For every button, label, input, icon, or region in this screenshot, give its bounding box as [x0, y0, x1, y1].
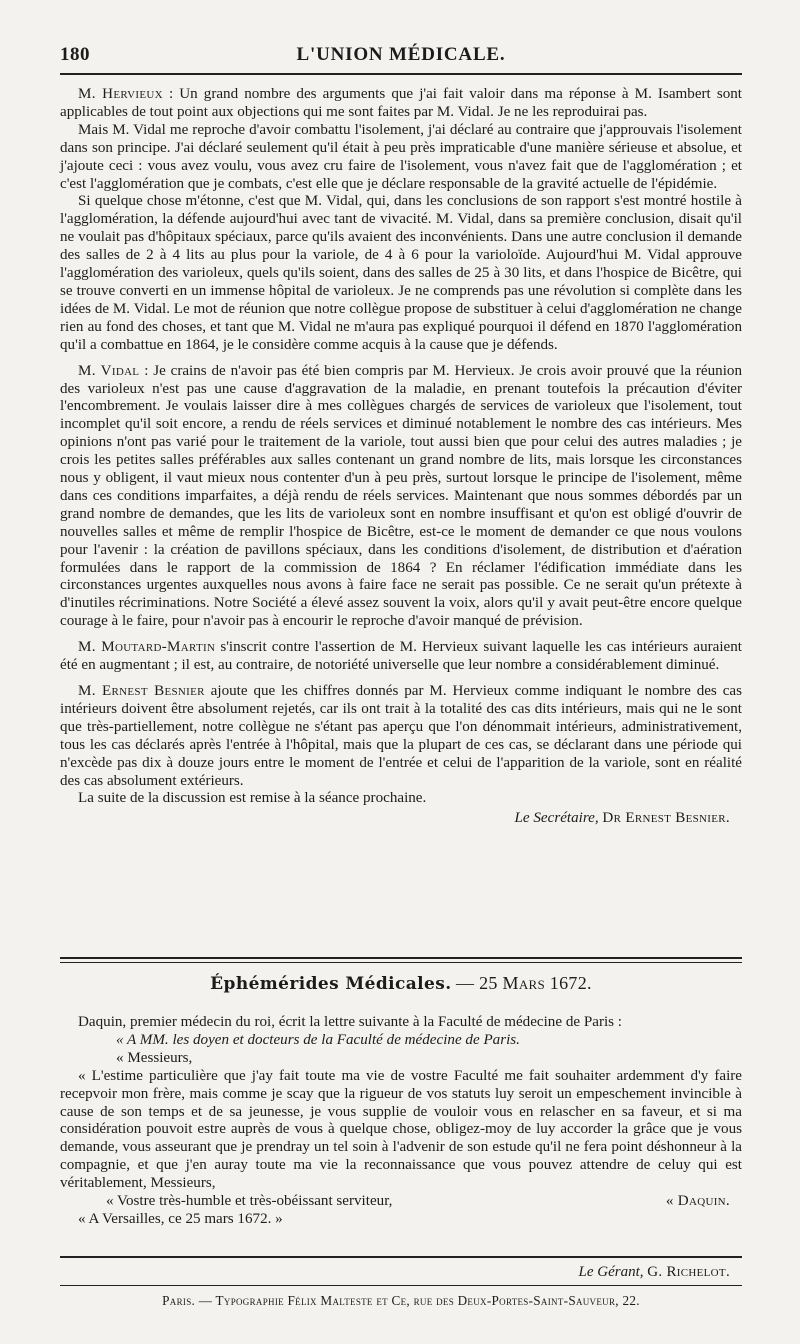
letter-body: « L'estime particulière que j'ay fait toute ma vie de vostre Faculté me fait souhaiter ardemment d'y faire recepvoir mon frère, mais comme je scay que la rigueur de vos statuts luy seroit un empeschement invincible à cause de son temps et de sa jeunesse, je vous supplie de vouloir vous en relascher en sa faveur, et si ma considération pouvoit estre auprès de vous à quelque chose, obligez-moy de luy accorder la grâce que je vous demande, vous asseurant que je prendray un tel soin à l'advenir de son estude qu'il ne fera point déshonneur à la compagnie, et que j'en auray toute ma vie la reconnaissance que vous pouvez attendre de celuy qui est véritablement, Messieurs,	[60, 1067, 742, 1192]
secretary-signature: Le Secrétaire, Dr Ernest Besnier.	[514, 810, 730, 827]
section-rule	[60, 957, 742, 959]
paragraph: M. Moutard-Martin s'inscrit contre l'assertion de M. Hervieux suivant laquelle les cas intérieurs auraient été en augmentant ; il est, au contraire, de notoriété universelle que leur nombre a considérablement diminué.	[60, 639, 742, 674]
paragraph: Daquin, premier médecin du roi, écrit la lettre suivante à la Faculté de médecine de Paris :	[78, 1014, 623, 1030]
running-header	[60, 40, 742, 72]
paragraph: M. Vidal : Je crains de n'avoir pas été bien compris par M. Hervieux. Je crois avoir prouvé que la réunion des varioleux n'est pas une cause d'aggravation de la maladie, en prenant toutefois la précaution d'éviter l'encombrement. Je voulais laisser dire à mes collègues chargés de services de varioleux que l'isolement, tout incomplet qu'il soit encore, a rendu de réels services et diminué notablement le nombre des cas intérieurs. Mes opinions n'ont pas varié pour le traitement de la variole, tout aussi bien que pour celui des autres maladies ; je crois les petites salles préférables aux salles contenant un grand nombre de lits, mais lorsque les circonstances nous y obligent, il vaut mieux nous contenter d'un à peu près, surtout lorsque le principe de l'isolement, même dans ces conditions imparfaites, a déjà rendu de réels services. Maintenant que nous sommes débordés par un grand nombre de demandes, que les lits de varioleux sont en nombre insuffisant et qu'on est obligé d'ouvrir de nouvelles salles et même de remplir l'hospice de Bicêtre, est-ce le moment de demander ce que nous voulons pour l'avenir : la création de pavillons spéciaux, dans les conditions d'isolement, de distribution et d'aération formulées dans le rapport de la commission de 1864 ? En réclamer l'édification immédiate dans les circonstances urgentes auxquelles nous avons à faire face ne serait pas possible. Ce ne serait qu'un prétexte à d'inutiles récriminations. Notre Société a élevé assez souvent la voix, alors qu'il y avait peut-être encore quelque courage à le faire, pour n'avoir pas à encourir le reproche d'avoir manqué de prévision.	[60, 362, 742, 630]
speaker-name: M. Hervieux	[78, 86, 163, 102]
paragraph: M. Ernest Besnier ajoute que les chiffres donnés par M. Hervieux comme indiquant le nombre des cas intérieurs doivent être absolument rejetés, car ils ont trait à la totalité des cas dits intérieurs, mais qui ne le sont que très-partiellement, notre collègue ne s'étant pas aperçu que l'on dénommait intérieurs, administrativement, tous les cas déclarés après l'entrée à l'hôpital, mais que la plupart de ces cas, se déclarant dans une période qui n'excède pas dix à douze jours entre le moment de l'entrée et celui de l'apparition de la variole, sont en réalité des cas absolument extérieurs.	[60, 683, 742, 789]
journal-title: L'UNION MÉDICALE.	[296, 44, 506, 65]
speaker-name: M. Vidal	[78, 362, 140, 379]
footer-rule	[60, 1256, 742, 1258]
speaker-name: M. Moutard-Martin	[78, 639, 216, 656]
paragraph: La suite de la discussion est remise à la séance prochaine.	[78, 790, 427, 807]
printer-imprint: Paris. — Typographie Félix Malteste et Ce, rue des Deux-Portes-Saint-Sauveur, 22.	[162, 1293, 640, 1308]
letter-closing: « Vostre très-humble et très-obéissant serviteur, « Daquin.	[106, 1193, 730, 1210]
letter-dateline: « A Versailles, ce 25 mars 1672. »	[78, 1210, 283, 1227]
ephemerides-text	[60, 1014, 742, 1229]
speaker-name: M. Ernest Besnier	[78, 683, 205, 699]
gerant-signature: Le Gérant, G. Richelot.	[578, 1264, 730, 1280]
paragraph: Si quelque chose m'étonne, c'est que M. Vidal, qui, dans les conclusions de son rapport s'est montré hostile à l'agglomération, la défende aujourd'hui avec tant de vivacité. M. Vidal, dans sa première conclusion, disait qu'il ne voulait pas d'hôpitaux spéciaux, parce qu'ils avaient des inconvénients. Dans une autre conclusion il demande des salles de 2 à 4 lits au plus pour la variole, de 4 à 6 pour la varioloïde. Aujourd'hui M. Vidal approuve l'agglomération des varioleux, quels qu'ils soient, dans des salles de 25 à 30 lits, et dans l'hospice de Bicêtre, qui se trouve converti en un immense hôpital de varioleux. Je ne comprends pas une révolution si complète dans les idées de M. Vidal. Le mot de réunion que notre collègue propose de substituer à celui d'agglomération ne change rien au fond des choses, et tant que M. Vidal ne m'aura pas expliqué pourquoi il défend en 1870 l'agglomération qu'il a combattue en 1864, je le considère comme acquis à la cause que je défends.	[60, 193, 742, 353]
footer-rule	[60, 1285, 742, 1286]
header-rule	[60, 73, 742, 75]
discussion-text	[60, 86, 742, 828]
section-title: Éphémérides Médicales. — 25 Mars 1672.	[210, 973, 592, 994]
paragraph: M. Hervieux : Un grand nombre des arguments que j'ai fait valoir dans ma réponse à M. Isambert sont applicables de tout point aux objections qui me sont faites par M. Vidal. Je ne les reproduirai pas.	[60, 86, 742, 120]
paragraph: Mais M. Vidal me reproche d'avoir combattu l'isolement, j'ai déclaré au contraire que j'approuvais l'isolement dans son principe. J'ai déclaré seulement qu'il était à peu près impraticable d'une manière sérieuse et absolue, et j'ajoute ceci : vous avez voulu, vous avez cru faire de l'isolement, vous n'avez fait que de l'agglomération ; et c'est l'agglomération que je combats, c'est elle que je déclare responsable de la gravité actuelle de l'épidémie.	[60, 121, 742, 192]
letter-address: « A MM. les doyen et docteurs de la Faculté de médecine de Paris.	[116, 1031, 520, 1048]
letter-salutation: « Messieurs,	[116, 1049, 193, 1066]
section-rule	[60, 962, 742, 963]
page-number: 180	[60, 44, 90, 65]
